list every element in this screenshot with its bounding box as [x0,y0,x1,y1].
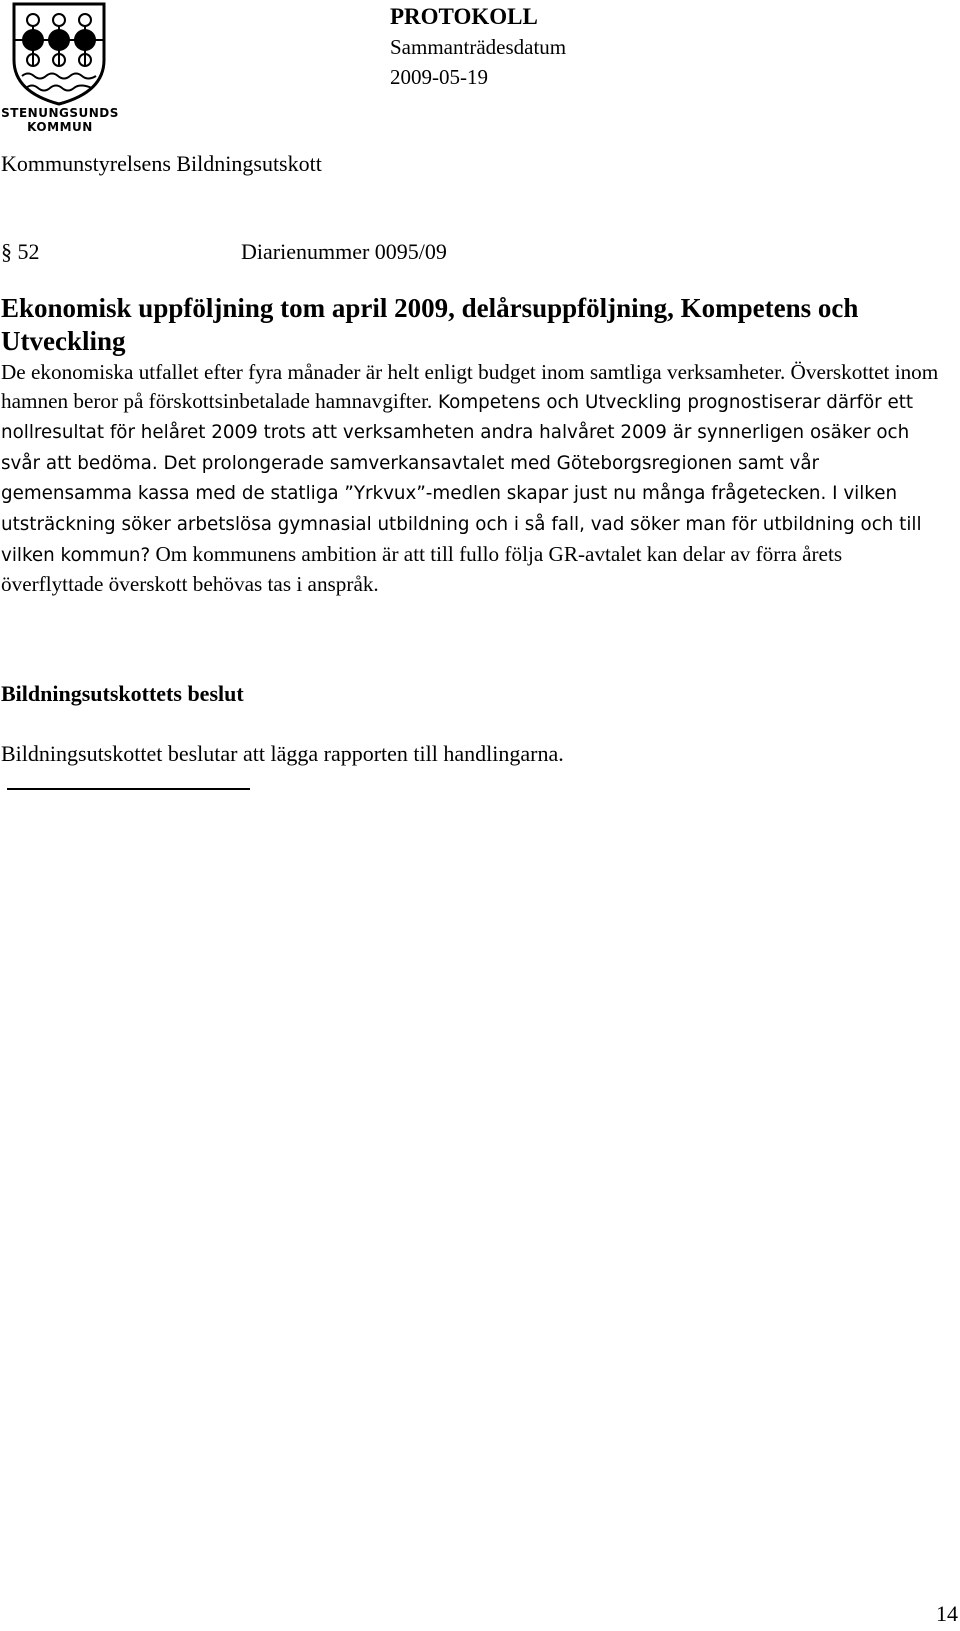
paragraph-number: § 52 [1,239,40,264]
item-title: Ekonomisk uppföljning tom april 2009, delårsuppföljning, Kompetens och Utveckling [1,293,859,356]
logo-municipality-suffix: KOMMUN [27,120,93,134]
municipality-logo [0,0,120,138]
diary-number: Diarienummer 0095/09 [241,239,447,264]
item-reference-line [1,238,447,266]
signature-rule [7,788,250,790]
decision-heading: Bildningsutskottets beslut [1,681,244,706]
body-text-part-3: Om kommunens ambition är att till fullo följa GR-avtalet kan delar av förra årets överflyttade överskott behövas tas i anspråk. [1,541,843,597]
decision-text: Bildningsutskottet beslutar att lägga rapporten till handlingarna. [1,741,564,766]
page-number: 14 [936,1601,958,1626]
coat-of-arms-icon [0,0,120,106]
document-type: PROTOKOLL [390,4,538,29]
body-text-part-2: Kompetens och Utveckling prognostiserar därför ett nollresultat för helåret 2009 trots att verksamheten andra halvåret 2009 är synnerligen osäker och svår att bedöma. Det prolongerade samverkansavtalet med Göteborgsregionen samt vår gemensamma kassa med de statliga ”Yrkvux”-medlen skapar just nu många frågetecken. I vilken utsträckning söker arbetslösa gymnasial utbildning och i så fall, vad söker man för utbildning och till vilken kommun? [1,391,922,566]
meeting-date-value: 2009-05-19 [390,65,488,89]
logo-municipality-name: STENUNGSUNDS [1,106,119,120]
item-body [1,358,941,599]
body-text-part-1: De ekonomiska utfallet efter fyra månader är helt enligt budget inom samtliga verksamheter. Överskottet inom hamnen beror på förskottsinbetalade hamnavgifter. [1,360,939,413]
committee-name: Kommunstyrelsens Bildningsutskott [1,151,322,176]
meeting-date-label: Sammanträdesdatum [390,35,567,59]
